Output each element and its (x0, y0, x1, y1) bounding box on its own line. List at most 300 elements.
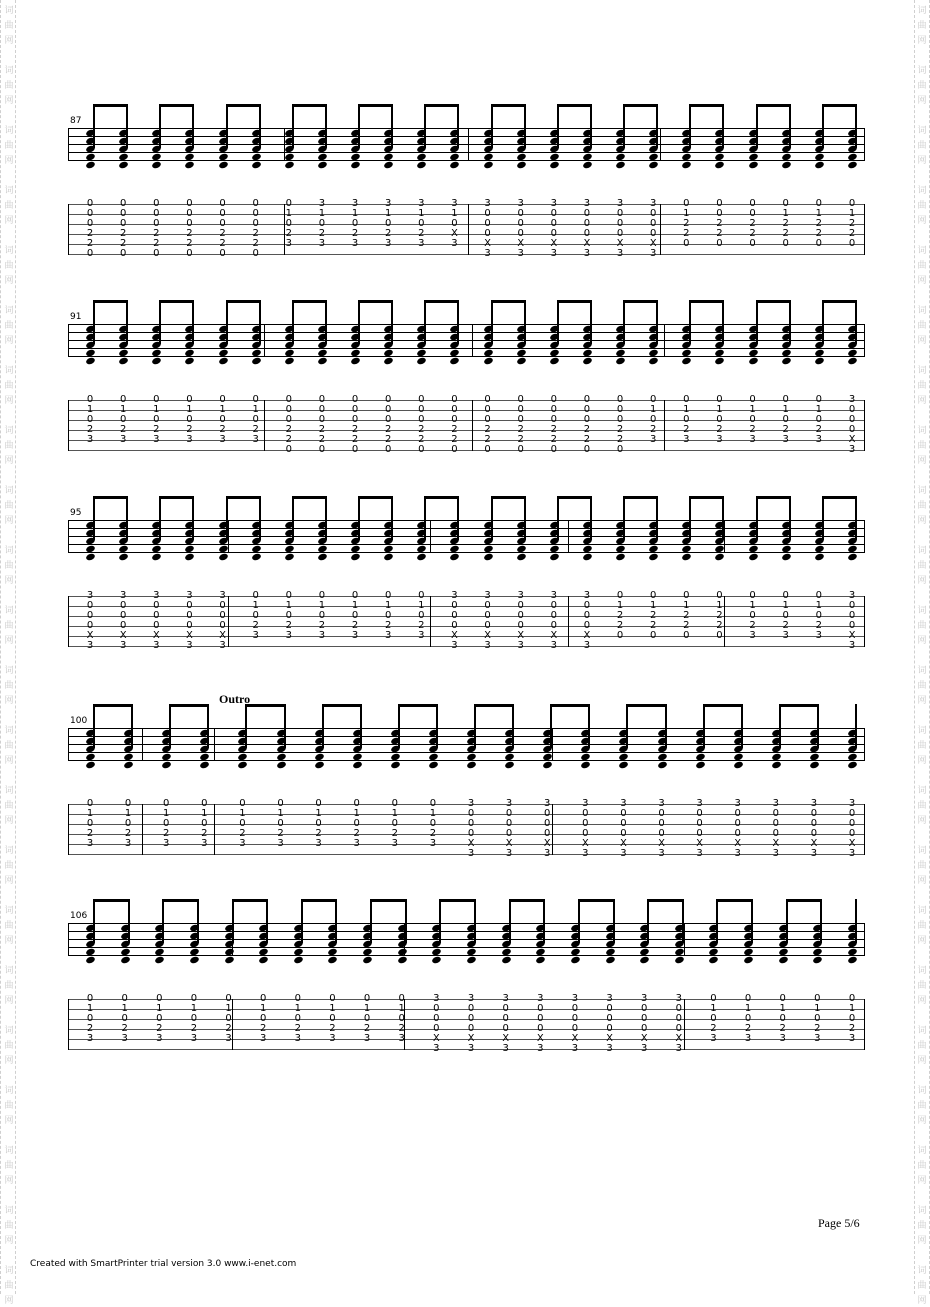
watermark-glyph: 网 (4, 936, 14, 946)
fret-number: 0 (186, 600, 193, 611)
note-head (615, 553, 626, 562)
watermark-glyph: 词 (917, 606, 927, 616)
fret-number: 0 (484, 394, 491, 405)
note-head (715, 553, 726, 562)
fret-number: 0 (517, 404, 524, 415)
fret-number: 0 (294, 1013, 301, 1024)
fret-number: 1 (351, 208, 359, 219)
fret-number: 0 (550, 600, 557, 611)
watermark-glyph: 网 (4, 816, 14, 826)
fret-number: 2 (252, 620, 259, 631)
fret-number: 0 (583, 208, 591, 219)
tab-barline (664, 400, 665, 451)
fret-number: 0 (814, 993, 821, 1004)
fret-number: 0 (285, 404, 292, 415)
fret-number: 0 (550, 610, 557, 621)
fret-number: 0 (675, 1013, 682, 1024)
fret-number: 0 (749, 414, 756, 425)
tab-barline (568, 596, 569, 647)
note-head (85, 161, 96, 170)
watermark-glyph: 词 (917, 126, 927, 136)
fret-number: 0 (252, 248, 259, 259)
watermark-glyph: 曲 (4, 321, 14, 331)
fret-number: 3 (810, 848, 818, 859)
fret-number: 1 (252, 404, 259, 415)
fret-number: 1 (190, 1003, 198, 1014)
fret-number: 2 (124, 828, 132, 839)
note-head (648, 161, 659, 170)
fret-number: 0 (606, 1023, 613, 1034)
fret-number: 0 (544, 818, 551, 829)
fret-number: 1 (294, 1003, 301, 1014)
fret-number: 0 (550, 414, 557, 425)
fret-number: 0 (505, 818, 513, 829)
fret-number: 0 (398, 993, 405, 1004)
watermark-glyph: 曲 (917, 861, 927, 871)
fret-number: 0 (153, 610, 160, 621)
fret-number: 1 (848, 208, 856, 219)
fret-number: X (467, 1033, 475, 1044)
fret-number: 0 (583, 394, 591, 405)
fret-number: 1 (650, 404, 657, 415)
fret-number: 0 (351, 394, 359, 405)
fret-number: 2 (252, 228, 259, 239)
fret-number: 3 (153, 590, 160, 601)
fret-number: X (571, 1033, 579, 1044)
fret-number: 0 (153, 600, 160, 611)
fret-number: 0 (285, 198, 292, 209)
watermark-glyph: 词 (4, 486, 14, 496)
fret-number: 3 (163, 838, 170, 849)
note-head (317, 161, 328, 170)
watermark-glyph: 网 (917, 96, 927, 106)
note-head (549, 357, 560, 366)
staff-line (68, 923, 864, 924)
fret-number: 2 (156, 1023, 163, 1034)
fret-number: 3 (467, 798, 475, 809)
note-beam (557, 496, 592, 499)
note-head (432, 956, 443, 965)
fret-number: 3 (848, 1033, 856, 1044)
fret-number: 1 (163, 808, 170, 819)
note-beam (292, 104, 327, 107)
fret-number: 1 (744, 1003, 752, 1014)
fret-number: 1 (650, 600, 657, 611)
fret-number: 3 (186, 590, 193, 601)
watermark-glyph: 词 (4, 1266, 14, 1276)
note-head (582, 357, 593, 366)
note-beam (474, 704, 514, 707)
fret-number: X (581, 838, 589, 849)
note-beam (509, 899, 546, 902)
fret-number: 0 (153, 198, 160, 209)
fret-number: X (432, 1033, 440, 1044)
fret-number: 2 (119, 424, 127, 435)
fret-number: 0 (848, 610, 856, 621)
fret-number: 0 (583, 218, 591, 229)
fret-number: 2 (153, 424, 160, 435)
fret-number: 0 (467, 828, 475, 839)
fret-number: 2 (744, 1023, 752, 1034)
fret-number: 0 (710, 993, 717, 1004)
fret-number: 3 (696, 848, 703, 859)
watermark-glyph: 网 (4, 1116, 14, 1126)
fret-number: 1 (285, 208, 292, 219)
watermark-glyph: 词 (4, 1026, 14, 1036)
fret-number: X (696, 838, 704, 849)
fret-number: 3 (716, 434, 723, 445)
fret-number: 0 (848, 238, 856, 249)
fret-number: 0 (749, 198, 756, 209)
fret-number: 0 (186, 208, 193, 219)
note-beam (424, 496, 459, 499)
fret-number: 0 (451, 444, 458, 455)
fret-number: 3 (517, 590, 524, 601)
fret-number: X (848, 630, 856, 641)
fret-number: 0 (571, 1013, 579, 1024)
fret-number: 0 (810, 828, 818, 839)
fret-number: 0 (616, 228, 624, 239)
fret-number: 1 (779, 1003, 786, 1014)
fret-number: 0 (186, 394, 193, 405)
fret-number: 0 (121, 1013, 128, 1024)
note-head (466, 761, 477, 770)
fret-number: 0 (544, 808, 551, 819)
note-beam (626, 704, 666, 707)
fret-number: 2 (225, 1023, 232, 1034)
fret-number: 0 (749, 590, 756, 601)
fret-number: 2 (815, 620, 823, 631)
fret-number: 3 (550, 640, 557, 651)
fret-number: 3 (616, 248, 624, 259)
staff-barline (864, 520, 865, 553)
staff-barline (864, 923, 865, 956)
watermark-glyph: 网 (4, 276, 14, 286)
fret-number: 1 (815, 404, 823, 415)
watermark-glyph: 词 (4, 306, 14, 316)
watermark-glyph: 词 (4, 6, 14, 16)
fret-number: 0 (650, 414, 657, 425)
fret-number: 1 (225, 1003, 232, 1014)
tab-barline (68, 804, 69, 855)
fret-number: 0 (351, 590, 359, 601)
fret-number: 2 (384, 228, 392, 239)
fret-number: 0 (384, 218, 392, 229)
fret-number: 0 (451, 414, 458, 425)
tab-barline (228, 596, 229, 647)
fret-number: 0 (225, 993, 232, 1004)
fret-number: 0 (329, 1013, 336, 1024)
fret-number: 2 (616, 424, 624, 435)
fret-number: 0 (153, 414, 160, 425)
tab-system (68, 296, 864, 466)
fret-number: 3 (502, 993, 509, 1004)
fret-number: 3 (484, 590, 491, 601)
watermark-glyph: 词 (4, 1206, 14, 1216)
note-head (847, 761, 858, 770)
watermark-glyph: 网 (4, 336, 14, 346)
fret-number: 0 (186, 414, 193, 425)
fret-number: 3 (772, 798, 779, 809)
fret-number: 3 (252, 434, 259, 445)
fret-number: 0 (318, 590, 326, 601)
fret-number: 0 (429, 818, 437, 829)
fret-number: 3 (433, 1043, 440, 1054)
fret-number: 3 (640, 993, 648, 1004)
watermark-glyph: 词 (4, 726, 14, 736)
fret-number: 0 (582, 818, 589, 829)
watermark-glyph: 词 (917, 1146, 927, 1156)
watermark-glyph: 词 (917, 666, 927, 676)
fret-number: 0 (119, 414, 127, 425)
note-head (483, 161, 494, 170)
note-head (648, 357, 659, 366)
note-head (224, 956, 235, 965)
watermark-glyph: 曲 (917, 561, 927, 571)
note-head (314, 761, 325, 770)
fret-number: 0 (502, 1013, 509, 1024)
fret-number: 1 (186, 404, 193, 415)
watermark-glyph: 曲 (4, 861, 14, 871)
fret-number: 0 (772, 818, 779, 829)
watermark-glyph: 网 (917, 756, 927, 766)
fret-number: 1 (318, 600, 326, 611)
fret-number: 0 (848, 620, 856, 631)
watermark-glyph: 曲 (4, 261, 14, 271)
fret-number: 0 (675, 1023, 682, 1034)
fret-number: 1 (239, 808, 246, 819)
fret-number: 2 (219, 228, 226, 239)
fret-number: 2 (86, 228, 94, 239)
note-beam (358, 104, 393, 107)
fret-number: 0 (219, 394, 226, 405)
note-beam (322, 704, 362, 707)
fret-number: 0 (86, 218, 94, 229)
note-head (417, 161, 428, 170)
watermark-glyph: 词 (917, 786, 927, 796)
note-head (516, 161, 527, 170)
measure-number: 95 (70, 508, 82, 518)
note-head (155, 956, 166, 965)
fret-number: 3 (582, 848, 589, 859)
fret-number: 0 (810, 808, 818, 819)
fret-number: 2 (186, 424, 193, 435)
fret-number: 0 (391, 798, 398, 809)
fret-number: 1 (716, 404, 723, 415)
fret-number: 0 (418, 404, 425, 415)
fret-number: 1 (683, 208, 690, 219)
fret-number: 0 (186, 248, 193, 259)
fret-number: 0 (650, 208, 657, 219)
tab-system (68, 895, 864, 1065)
fret-number: 2 (418, 424, 425, 435)
fret-number: 3 (219, 640, 226, 651)
fret-number: 0 (86, 198, 94, 209)
note-head (85, 553, 96, 562)
fret-number: X (219, 630, 226, 641)
fret-number: 0 (848, 414, 856, 425)
fret-number: 2 (418, 228, 425, 239)
fret-number: 3 (225, 1033, 232, 1044)
fret-number: 0 (153, 620, 160, 631)
note-head (778, 956, 789, 965)
note-head (85, 956, 96, 965)
fret-number: 0 (810, 818, 818, 829)
fret-number: 3 (86, 590, 94, 601)
fret-number: 0 (620, 818, 627, 829)
fret-number: 0 (782, 414, 789, 425)
fret-number: 3 (219, 590, 226, 601)
fret-number: 0 (318, 218, 326, 229)
tab-barline (864, 204, 865, 255)
fret-number: 0 (433, 1013, 440, 1024)
watermark-glyph: 曲 (917, 261, 927, 271)
watermark-glyph: 词 (4, 786, 14, 796)
fret-number: 3 (658, 798, 665, 809)
fret-number: 1 (782, 600, 789, 611)
fret-number: 3 (782, 630, 789, 641)
fret-number: 3 (318, 238, 326, 249)
note-beam (226, 104, 261, 107)
watermark-glyph: 词 (4, 366, 14, 376)
fret-number: 0 (467, 1023, 475, 1034)
fret-number: X (450, 630, 458, 641)
note-head (615, 357, 626, 366)
note-head (814, 161, 825, 170)
fret-number: 0 (716, 394, 723, 405)
fret-number: 0 (418, 394, 425, 405)
fret-number: 3 (418, 238, 425, 249)
fret-number: 1 (749, 404, 756, 415)
fret-number: 0 (259, 993, 267, 1004)
note-beam (756, 300, 791, 303)
fret-number: 2 (418, 620, 425, 631)
fret-number: 0 (86, 414, 94, 425)
fret-number: 3 (710, 1033, 717, 1044)
fret-number: 0 (484, 228, 491, 239)
note-head (238, 761, 249, 770)
fret-number: 2 (86, 238, 94, 249)
fret-number: 0 (616, 630, 624, 641)
watermark-glyph: 网 (4, 996, 14, 1006)
fret-number: 0 (315, 798, 322, 809)
fret-number: 0 (285, 444, 292, 455)
fret-number: 3 (582, 798, 589, 809)
note-beam (689, 104, 724, 107)
watermark-glyph: 网 (917, 996, 927, 1006)
fret-number: 0 (650, 228, 657, 239)
watermark-glyph: 网 (917, 216, 927, 226)
note-head (847, 956, 858, 965)
fret-number: 2 (779, 1023, 786, 1034)
fret-number: 0 (716, 630, 723, 641)
watermark-glyph: 网 (917, 156, 927, 166)
fret-number: 3 (351, 198, 359, 209)
tab-barline (864, 999, 865, 1050)
fret-number: 3 (734, 798, 741, 809)
note-head (781, 553, 792, 562)
fret-number: 3 (121, 1033, 128, 1044)
note-head (748, 357, 759, 366)
fret-number: 2 (86, 424, 94, 435)
fret-number: X (543, 838, 551, 849)
watermark-glyph: 曲 (917, 381, 927, 391)
fret-number: 0 (782, 394, 789, 405)
watermark-glyph: 曲 (4, 21, 14, 31)
note-beam (358, 496, 393, 499)
fret-number: 3 (517, 640, 524, 651)
tab-barline (864, 400, 865, 451)
fret-number: 0 (484, 208, 491, 219)
tab-barline (864, 804, 865, 855)
note-beam (822, 104, 857, 107)
fret-number: 1 (329, 1003, 336, 1014)
fret-number: 0 (329, 993, 336, 1004)
fret-number: 0 (451, 600, 458, 611)
fret-number: 3 (517, 198, 524, 209)
note-head (284, 357, 295, 366)
fret-number: 0 (658, 818, 665, 829)
fret-number: 2 (848, 228, 856, 239)
note-head (85, 357, 96, 366)
fret-number: 0 (252, 610, 259, 621)
fret-number: 1 (683, 600, 690, 611)
note-beam (689, 300, 724, 303)
watermark-glyph: 曲 (4, 741, 14, 751)
fret-number: 0 (640, 1013, 648, 1024)
note-head (504, 761, 515, 770)
watermark-glyph: 词 (917, 486, 927, 496)
fret-number: 0 (848, 993, 856, 1004)
fret-number: 2 (351, 434, 359, 445)
fret-number: 2 (484, 424, 491, 435)
note-beam (623, 104, 658, 107)
fret-number: 2 (683, 620, 690, 631)
watermark-glyph: 词 (4, 606, 14, 616)
fret-number: 2 (277, 828, 284, 839)
fret-number: 0 (86, 394, 94, 405)
tab-string-line (68, 450, 864, 451)
fret-number: 2 (814, 1023, 821, 1034)
note-head (648, 553, 659, 562)
note-beam (370, 899, 407, 902)
note-head (120, 956, 131, 965)
note-beam (424, 300, 459, 303)
fret-number: 3 (848, 394, 856, 405)
tab-system (68, 700, 864, 870)
fret-number: 0 (734, 808, 741, 819)
staff-barline (264, 324, 265, 357)
note-head (748, 553, 759, 562)
note-head (284, 553, 295, 562)
fret-number: 0 (186, 610, 193, 621)
watermark-glyph: 词 (4, 546, 14, 556)
fret-number: 3 (153, 434, 160, 445)
fret-number: 0 (683, 394, 690, 405)
watermark-glyph: 网 (917, 36, 927, 46)
fret-number: 3 (119, 640, 127, 651)
fret-number: 0 (571, 1023, 579, 1034)
fret-number: 2 (650, 620, 657, 631)
fret-number: 0 (683, 198, 690, 209)
fret-number: 3 (252, 630, 259, 641)
note-head (781, 357, 792, 366)
fret-number: 0 (815, 238, 823, 249)
watermark-glyph: 网 (917, 876, 927, 886)
watermark-glyph: 词 (917, 546, 927, 556)
fret-number: X (536, 1033, 544, 1044)
note-head (516, 553, 527, 562)
